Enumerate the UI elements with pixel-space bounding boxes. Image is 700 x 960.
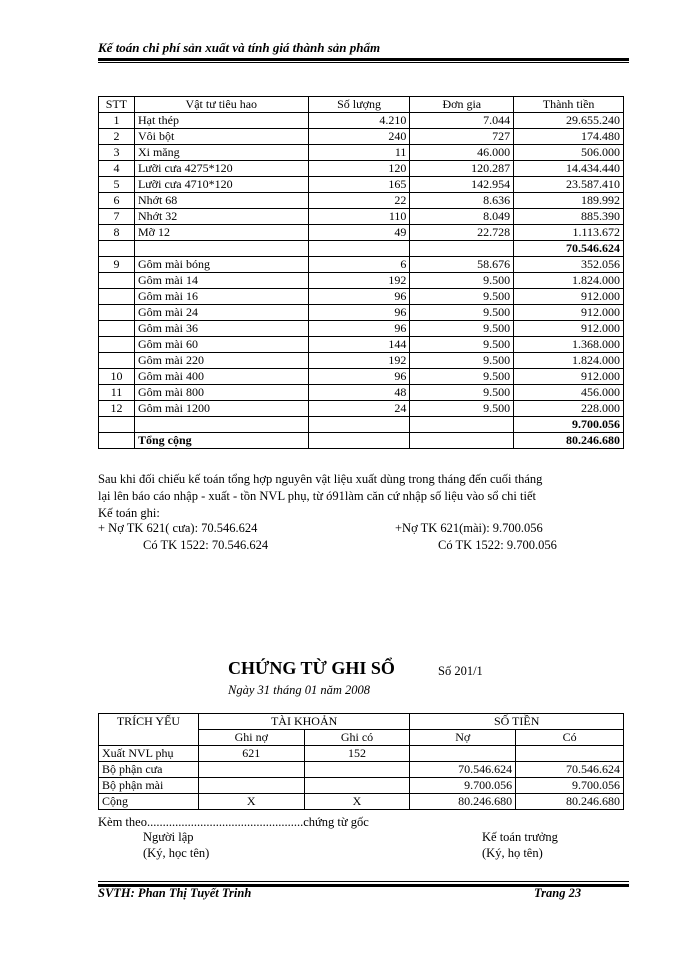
ledger-header-co: Có <box>516 730 624 746</box>
table-row <box>99 305 624 321</box>
row-price: 8.049 <box>410 209 514 225</box>
signature-chief-accountant-title: Kế toán trưởng <box>482 830 558 844</box>
header-rule-thick <box>98 58 629 61</box>
row-item: Lưỡi cưa 4275*120 <box>134 161 308 177</box>
ledger-row <box>99 762 624 778</box>
summary-line-1: Sau khi đối chiếu kế toán tổng hợp nguyên vật liệu xuất dùng trong tháng đến cuối tháng <box>98 472 543 486</box>
row-price <box>410 241 514 257</box>
row-stt <box>99 305 135 321</box>
summary-line-2: lại lên báo cáo nhập - xuất - tồn NVL phụ, từ ó91làm căn cứ nhập số liệu vào sổ chi tiết <box>98 489 536 503</box>
table-row <box>99 177 624 193</box>
row-amount: 912.000 <box>514 305 624 321</box>
row-price: 9.500 <box>410 385 514 401</box>
row-item: Gôm mài 24 <box>134 305 308 321</box>
signature-chief-accountant-note: (Ký, họ tên) <box>482 846 543 860</box>
ledger-description: Cộng <box>99 794 199 810</box>
row-qty: 192 <box>308 353 410 369</box>
ledger-header-row-1 <box>99 714 624 730</box>
row-price: 58.676 <box>410 257 514 273</box>
row-price: 7.044 <box>410 113 514 129</box>
voucher-title: CHỨNG TỪ GHI SỔ <box>228 658 395 678</box>
row-price <box>410 417 514 433</box>
ledger-credit-account: 152 <box>304 746 410 762</box>
row-amount: 174.480 <box>514 129 624 145</box>
signature-preparer-title: Người lập <box>143 830 194 844</box>
row-stt <box>99 241 135 257</box>
row-qty <box>308 241 410 257</box>
ledger-description: Bộ phận mài <box>99 778 199 794</box>
row-qty: 96 <box>308 369 410 385</box>
row-stt: 8 <box>99 225 135 241</box>
row-stt: 10 <box>99 369 135 385</box>
table-row <box>99 225 624 241</box>
row-item: Nhớt 68 <box>134 193 308 209</box>
row-qty: 4.210 <box>308 113 410 129</box>
row-stt: 1 <box>99 113 135 129</box>
ledger-header-so-tien: SỐ TIỀN <box>410 714 624 730</box>
row-price: 46.000 <box>410 145 514 161</box>
row-stt <box>99 433 135 449</box>
ledger-row <box>99 794 624 810</box>
row-item: Gôm mài 16 <box>134 289 308 305</box>
summary-line-3: Kế toán ghi: <box>98 506 160 520</box>
ledger-debit-amount: 9.700.056 <box>410 778 516 794</box>
row-amount: 1.368.000 <box>514 337 624 353</box>
col-header-amount: Thành tiền <box>514 97 624 113</box>
ledger-debit-account <box>198 762 304 778</box>
row-stt <box>99 353 135 369</box>
row-amount: 70.546.624 <box>514 241 624 257</box>
row-stt: 7 <box>99 209 135 225</box>
materials-header-row <box>99 97 624 113</box>
table-row <box>99 161 624 177</box>
ledger-debit-amount <box>410 746 516 762</box>
footer-author: SVTH: Phan Thị Tuyết Trinh <box>98 886 252 900</box>
row-item: Gôm mài 14 <box>134 273 308 289</box>
row-amount: 14.434.440 <box>514 161 624 177</box>
table-row <box>99 369 624 385</box>
page-header-title: Kế toán chi phí sản xuất và tính giá thành sản phẩm <box>98 40 381 55</box>
ledger-credit-amount <box>516 746 624 762</box>
row-qty: 144 <box>308 337 410 353</box>
row-qty: 96 <box>308 321 410 337</box>
row-item: Gôm mài 1200 <box>134 401 308 417</box>
row-item: Tổng cộng <box>134 433 308 449</box>
ledger-row <box>99 746 624 762</box>
ledger-debit-amount: 80.246.680 <box>410 794 516 810</box>
ledger-debit-account: 621 <box>198 746 304 762</box>
row-stt: 12 <box>99 401 135 417</box>
ledger-debit-amount: 70.546.624 <box>410 762 516 778</box>
ledger-credit-amount: 80.246.680 <box>516 794 624 810</box>
ledger-debit-account <box>198 778 304 794</box>
voucher-number: Số 201/1 <box>438 664 483 678</box>
row-stt: 11 <box>99 385 135 401</box>
col-header-stt: STT <box>99 97 135 113</box>
row-stt: 3 <box>99 145 135 161</box>
row-qty: 192 <box>308 273 410 289</box>
row-qty <box>308 417 410 433</box>
ledger-row <box>99 778 624 794</box>
row-amount: 29.655.240 <box>514 113 624 129</box>
ledger-credit-account <box>304 778 410 794</box>
row-item <box>134 241 308 257</box>
table-row <box>99 193 624 209</box>
row-qty <box>308 433 410 449</box>
ledger-credit-account: X <box>304 794 410 810</box>
row-amount: 1.824.000 <box>514 273 624 289</box>
entry-right-debit: +Nợ TK 621(mài): 9.700.056 <box>395 521 543 535</box>
row-qty: 96 <box>308 289 410 305</box>
table-row <box>99 145 624 161</box>
row-item: Xi măng <box>134 145 308 161</box>
row-price: 727 <box>410 129 514 145</box>
attached-documents: Kèm theo..................................................chứng từ gốc <box>98 815 369 829</box>
row-stt <box>99 417 135 433</box>
row-amount: 9.700.056 <box>514 417 624 433</box>
ledger-description: Xuất NVL phụ <box>99 746 199 762</box>
entry-left-credit: Có TK 1522: 70.546.624 <box>143 538 269 552</box>
ledger-header-tai-khoan: TÀI KHOẢN <box>198 714 409 730</box>
ledger-header-ghi-co: Ghi có <box>304 730 410 746</box>
ledger-credit-account <box>304 762 410 778</box>
row-price: 9.500 <box>410 305 514 321</box>
table-row <box>99 401 624 417</box>
row-price: 9.500 <box>410 289 514 305</box>
row-stt <box>99 321 135 337</box>
row-item: Gôm mài bóng <box>134 257 308 273</box>
row-price: 9.500 <box>410 337 514 353</box>
materials-table <box>98 96 624 449</box>
row-qty: 48 <box>308 385 410 401</box>
footer-page-number: Trang 23 <box>534 886 582 900</box>
row-amount: 228.000 <box>514 401 624 417</box>
row-stt <box>99 337 135 353</box>
row-stt: 9 <box>99 257 135 273</box>
row-item: Gôm mài 60 <box>134 337 308 353</box>
row-amount: 352.056 <box>514 257 624 273</box>
row-qty: 22 <box>308 193 410 209</box>
table-row <box>99 433 624 449</box>
row-price <box>410 433 514 449</box>
row-price: 9.500 <box>410 401 514 417</box>
row-stt <box>99 273 135 289</box>
row-amount: 1.113.672 <box>514 225 624 241</box>
entry-right-credit: Có TK 1522: 9.700.056 <box>438 538 557 552</box>
ledger-description: Bộ phận cưa <box>99 762 199 778</box>
row-price: 142.954 <box>410 177 514 193</box>
table-row <box>99 257 624 273</box>
ledger-header-trich-yeu: TRÍCH YẾU <box>99 714 199 746</box>
table-row <box>99 209 624 225</box>
row-stt <box>99 289 135 305</box>
col-header-item: Vật tư tiêu hao <box>134 97 308 113</box>
table-row <box>99 241 624 257</box>
row-item: Hạt thép <box>134 113 308 129</box>
row-price: 9.500 <box>410 353 514 369</box>
signature-preparer-note: (Ký, học tên) <box>143 846 210 860</box>
row-amount: 506.000 <box>514 145 624 161</box>
row-item: Lưỡi cưa 4710*120 <box>134 177 308 193</box>
row-amount: 912.000 <box>514 289 624 305</box>
table-row <box>99 129 624 145</box>
row-qty: 49 <box>308 225 410 241</box>
table-row <box>99 353 624 369</box>
row-price: 22.728 <box>410 225 514 241</box>
row-amount: 189.992 <box>514 193 624 209</box>
row-item: Mỡ 12 <box>134 225 308 241</box>
table-row <box>99 385 624 401</box>
ledger-credit-amount: 9.700.056 <box>516 778 624 794</box>
row-amount: 23.587.410 <box>514 177 624 193</box>
table-row <box>99 337 624 353</box>
row-stt: 2 <box>99 129 135 145</box>
row-qty: 6 <box>308 257 410 273</box>
header-rule-thin <box>98 62 629 63</box>
row-stt: 6 <box>99 193 135 209</box>
row-stt: 5 <box>99 177 135 193</box>
row-qty: 240 <box>308 129 410 145</box>
row-qty: 24 <box>308 401 410 417</box>
row-item: Nhớt 32 <box>134 209 308 225</box>
table-row <box>99 321 624 337</box>
row-qty: 110 <box>308 209 410 225</box>
row-item: Vôi bột <box>134 129 308 145</box>
row-price: 9.500 <box>410 273 514 289</box>
row-qty: 96 <box>308 305 410 321</box>
row-price: 9.500 <box>410 369 514 385</box>
row-item: Gôm mài 36 <box>134 321 308 337</box>
ledger-header-ghi-no: Ghi nợ <box>198 730 304 746</box>
row-item: Gôm mài 220 <box>134 353 308 369</box>
row-amount: 912.000 <box>514 369 624 385</box>
row-qty: 165 <box>308 177 410 193</box>
row-item: Gôm mài 800 <box>134 385 308 401</box>
row-price: 9.500 <box>410 321 514 337</box>
row-qty: 11 <box>308 145 410 161</box>
row-stt: 4 <box>99 161 135 177</box>
row-amount: 80.246.680 <box>514 433 624 449</box>
row-amount: 456.000 <box>514 385 624 401</box>
ledger-header-no: Nợ <box>410 730 516 746</box>
row-amount: 1.824.000 <box>514 353 624 369</box>
row-price: 8.636 <box>410 193 514 209</box>
row-item: Gôm mài 400 <box>134 369 308 385</box>
row-amount: 912.000 <box>514 321 624 337</box>
ledger-debit-account: X <box>198 794 304 810</box>
row-amount: 885.390 <box>514 209 624 225</box>
footer-rule-thin <box>98 881 629 882</box>
row-item <box>134 417 308 433</box>
row-qty: 120 <box>308 161 410 177</box>
row-price: 120.287 <box>410 161 514 177</box>
col-header-qty: Số lượng <box>308 97 410 113</box>
ledger-credit-amount: 70.546.624 <box>516 762 624 778</box>
voucher-date: Ngày 31 tháng 01 năm 2008 <box>228 683 371 697</box>
entry-left-debit: + Nợ TK 621( cưa): 70.546.624 <box>98 521 258 535</box>
ledger-table <box>98 713 624 810</box>
table-row <box>99 273 624 289</box>
table-row <box>99 113 624 129</box>
table-row <box>99 289 624 305</box>
col-header-price: Đơn gia <box>410 97 514 113</box>
table-row <box>99 417 624 433</box>
